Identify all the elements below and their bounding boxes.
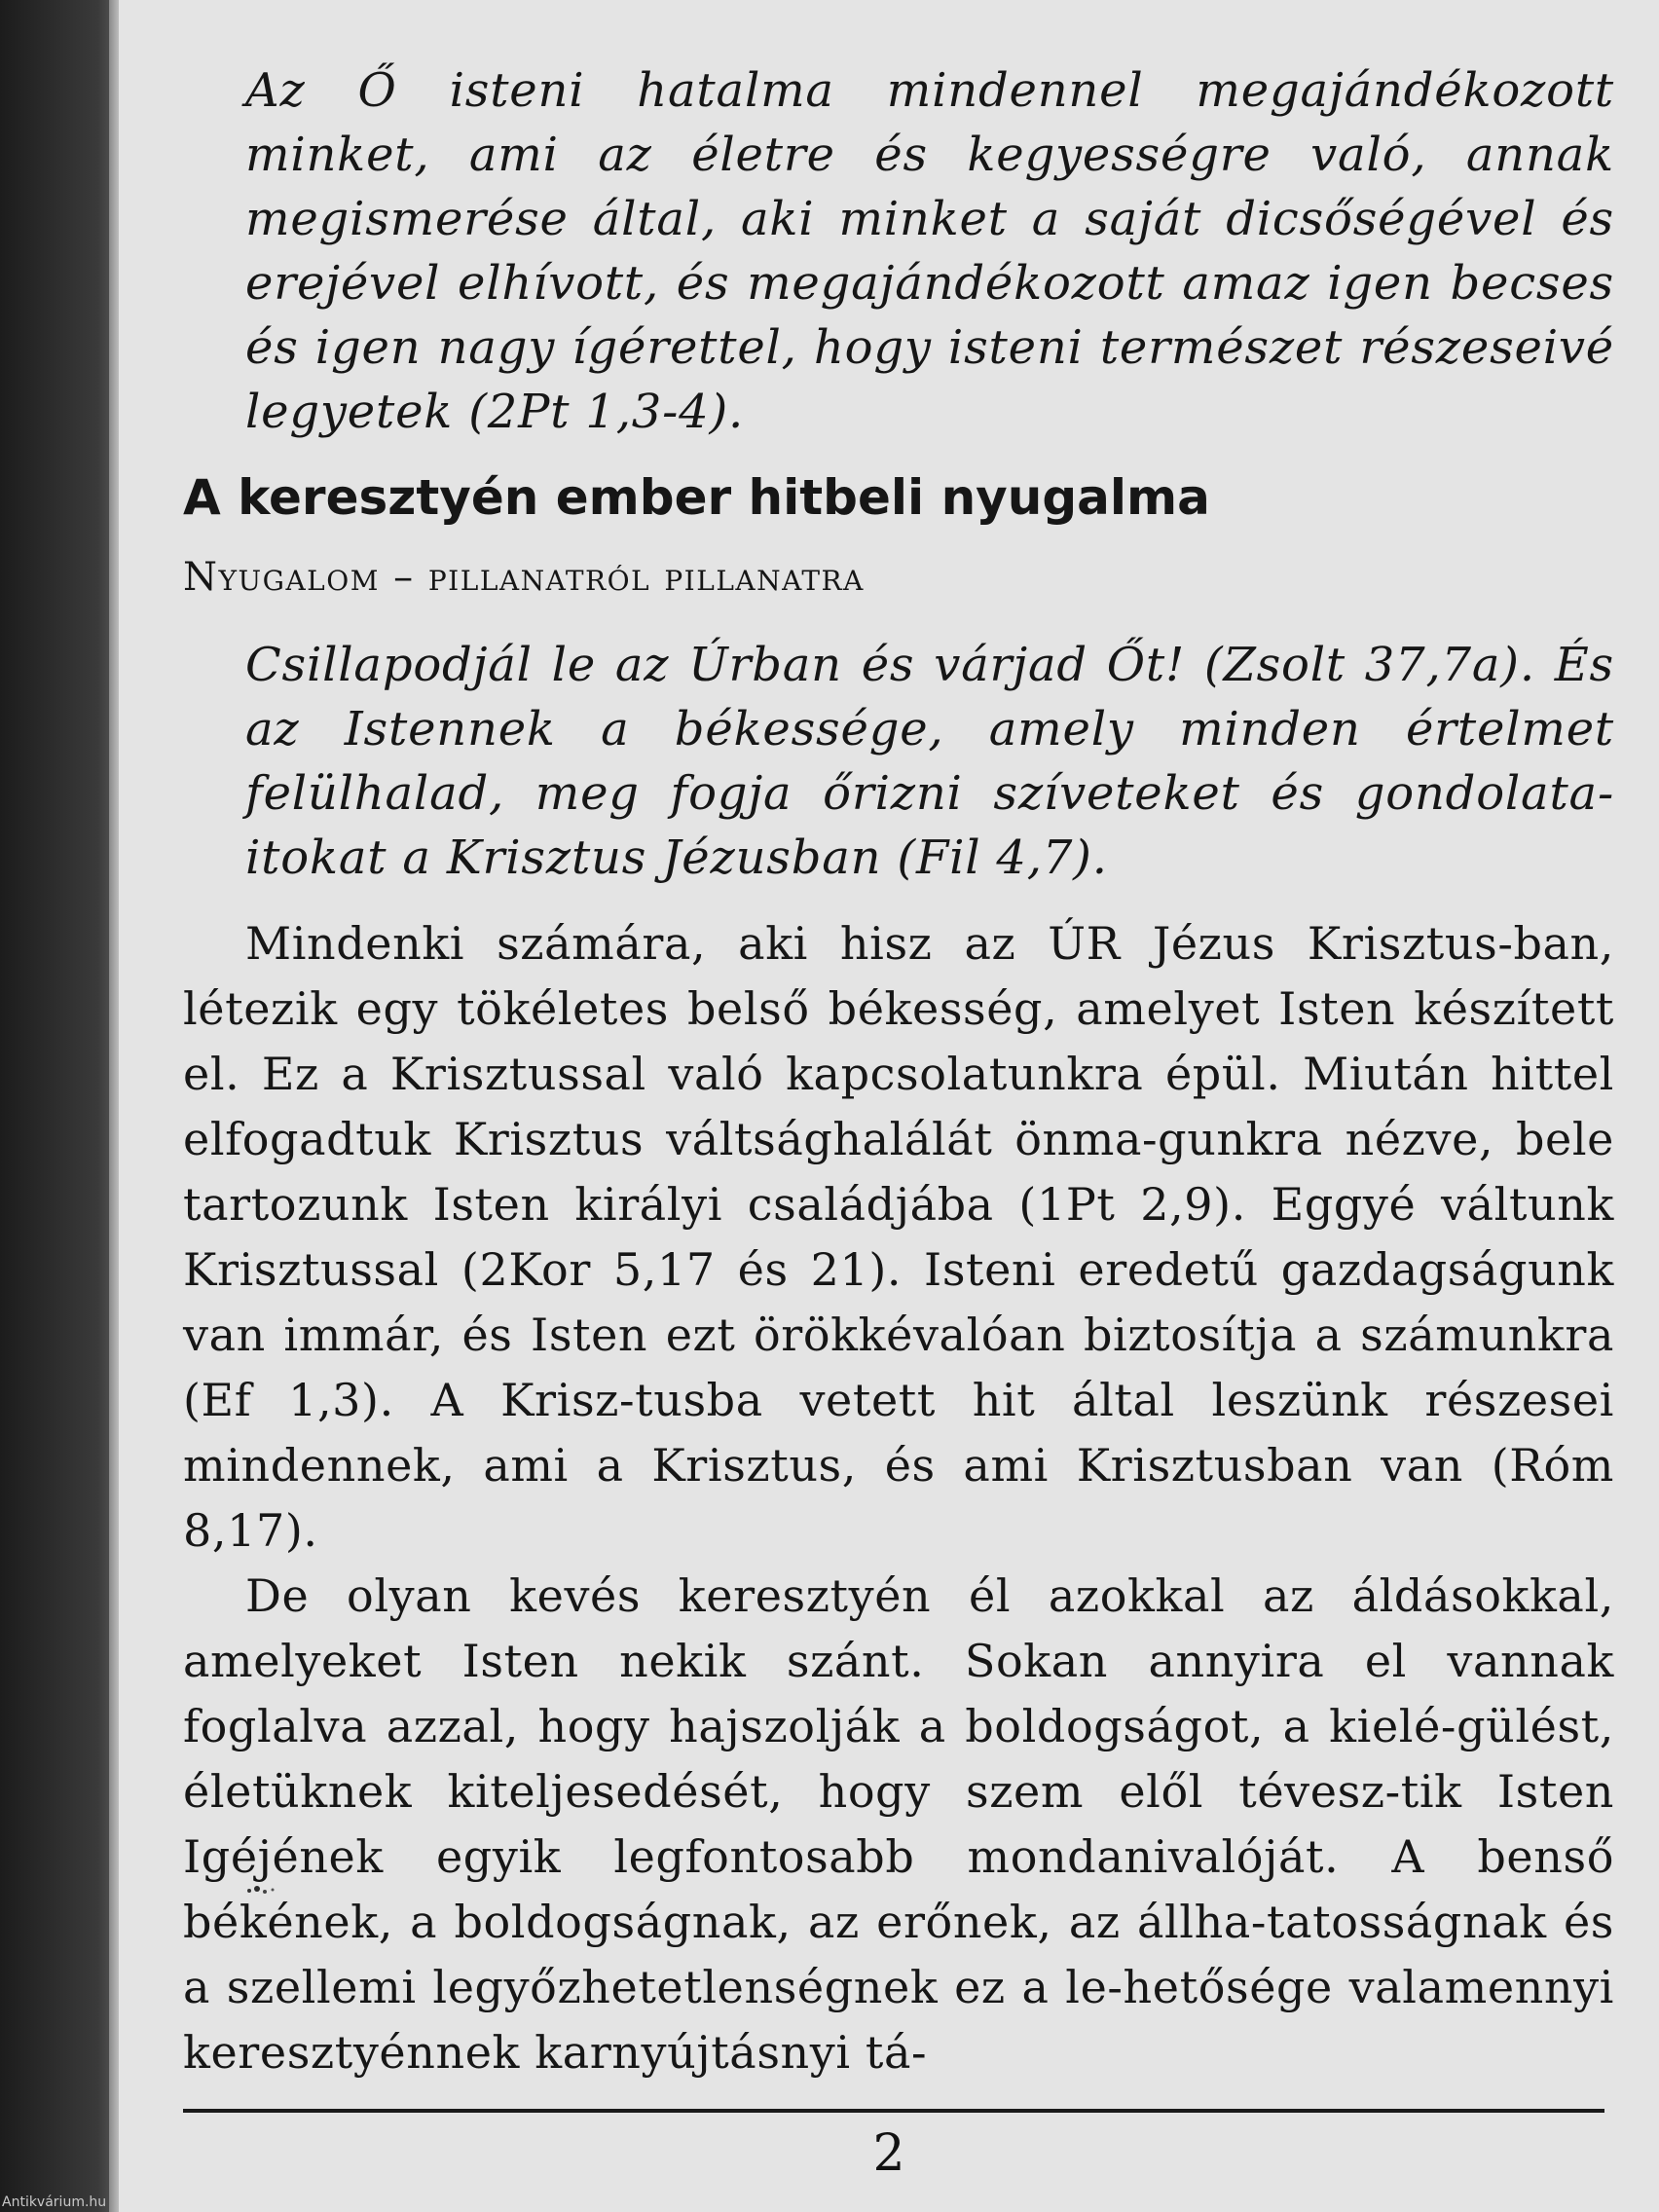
scripture-quote-2pt: Az Ő isteni hatalma mindennel megajándékozott minket, ami az életre és kegyességre való, annak megismerése által, aki minket a saját dicsőségével és erejével elhívott, és megajándékozott amaz igen becses és igen nagy ígérettel, hogy isteni természet részeseivé legyetek (2Pt 1,3-4). bbox=[245, 63, 1614, 439]
section-subheading: Nyugalom – pillanatról pillanatra bbox=[183, 555, 865, 600]
body-paragraph-2: De olyan kevés keresztyén él azokkal az áldásokkal, amelyeket Isten nekik szánt. Sokan annyira el vannak foglalva azzal, hogy hajszolják a boldogságot, a kielé-gülést, életüknek kiteljesedését, hogy szem elől tévesz-tik Isten Igéjének egyik legfontosabb mondanivalóját. A benső békének, a boldogságnak, az erőnek, az állha-tatosságnak és a szellemi legyőzhetetlenségnek ez a le-hetősége valamennyi keresztyénnek karnyújtásnyi tá- bbox=[183, 1569, 1614, 2079]
page-number: 2 bbox=[872, 2124, 905, 2183]
footer-rule bbox=[183, 2109, 1604, 2113]
book-spine-shadow bbox=[0, 0, 109, 2212]
page-edge bbox=[109, 0, 119, 2212]
body-paragraph-1: Mindenki számára, aki hisz az ÚR Jézus Krisztus-ban, létezik egy tökéletes belső békesség, amelyet Isten készített el. Ez a Krisztussal való kapcsolatunkra épül. Miután hittel elfogadtuk Krisztus váltsághalálát önma-gunkra nézve, bele tartozunk Isten királyi családjába (1Pt 2,9). Eggyé váltunk Krisztussal (2Kor 5,17 és 21). Isteni eredetű gazdagságunk van immár, és Isten ezt örökkévalóan biztosítja a számunkra (Ef 1,3). A Krisz-tusba vetett hit által leszünk részesei mindennek, ami a Krisztus, és ami Krisztusban van (Róm 8,17). bbox=[183, 917, 1614, 1557]
page-content bbox=[183, 58, 1614, 2085]
book-page bbox=[119, 0, 1659, 2212]
scripture-quote-zsolt-fil: Csillapodjál le az Úrban és várjad Őt! (Zsolt 37,7a). És az Istennek a békessége, amely minden értelmet felülhalad, meg fogja őrizni szíveteket és gondolata-itokat a Krisztus Jézusban (Fil 4,7). bbox=[245, 638, 1614, 885]
watermark: Antikvárium.hu bbox=[2, 2194, 107, 2210]
section-heading: A keresztyén ember hitbeli nyugalma bbox=[183, 469, 1210, 526]
paper-specks bbox=[243, 1881, 282, 1900]
